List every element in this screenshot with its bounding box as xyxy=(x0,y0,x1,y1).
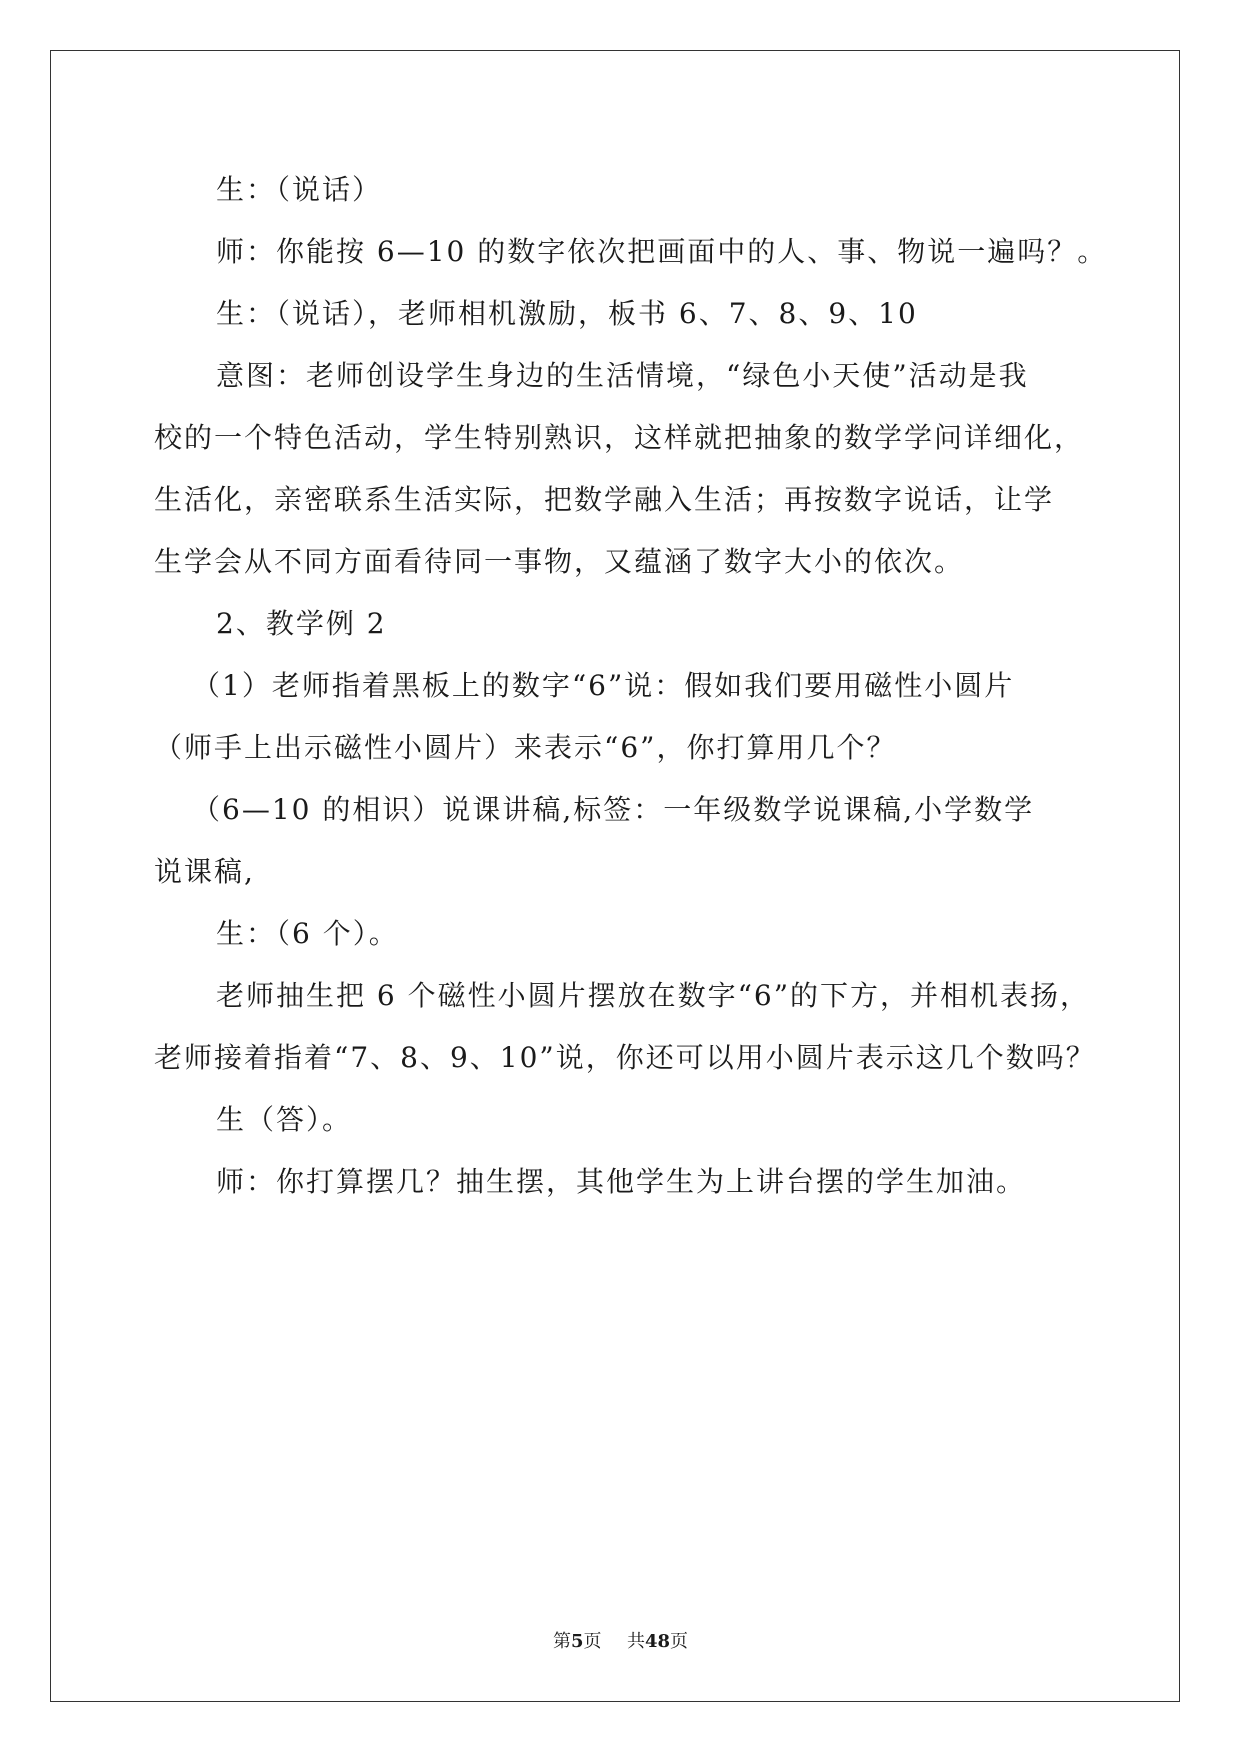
paragraph-line: 师：你能按 6—10 的数字依次把画面中的人、事、物说一遍吗？。 xyxy=(216,235,1108,268)
footer-total-pages: 48 xyxy=(644,1631,671,1652)
paragraph-line: 老师抽生把 6 个磁性小圆片摆放在数字“6”的下方，并相机表扬， xyxy=(216,979,1091,1012)
page-footer xyxy=(0,1630,1241,1654)
paragraph-line: 生：（说话），老师相机激励，板书 6、7、8、9、10 xyxy=(216,297,918,330)
paragraph-line: 老师接着指着“7、8、9、10”说，你还可以用小圆片表示这几个数吗？ xyxy=(154,1041,1096,1074)
footer-current-page: 5 xyxy=(570,1631,584,1652)
paragraph-line: 说课稿, xyxy=(154,855,255,888)
footer-page-suffix: 页 xyxy=(583,1631,602,1652)
paragraph-line: 意图：老师创设学生身边的生活情境，“绿色小天使”活动是我 xyxy=(216,359,1029,392)
paragraph-line: （师手上出示磁性小圆片）来表示“6”，你打算用几个？ xyxy=(154,731,897,764)
paragraph-line: 生：（6 个）。 xyxy=(216,917,399,950)
footer-total-prefix: 共 xyxy=(626,1631,645,1652)
footer-total-suffix: 页 xyxy=(670,1631,689,1652)
section-heading: 2、教学例 2 xyxy=(216,607,387,640)
paragraph-line: 生（答）。 xyxy=(216,1103,353,1136)
paragraph-line: 师：你打算摆几？抽生摆，其他学生为上讲台摆的学生加油。 xyxy=(216,1165,1027,1198)
paragraph-line: （6—10 的相识）说课讲稿,标签：一年级数学说课稿,小学数学 xyxy=(192,793,1035,826)
paragraph-line: 生：（说话） xyxy=(216,173,383,206)
footer-page-prefix: 第 xyxy=(552,1631,571,1652)
paragraph-line: 生学会从不同方面看待同一事物，又蕴涵了数字大小的依次。 xyxy=(154,545,965,578)
paragraph-line: （1）老师指着黑板上的数字“6”说：假如我们要用磁性小圆片 xyxy=(192,669,1015,702)
paragraph-line: 校的一个特色活动，学生特别熟识，这样就把抽象的数学学问详细化， xyxy=(154,421,1085,454)
paragraph-line: 生活化，亲密联系生活实际，把数学融入生活；再按数字说话，让学 xyxy=(154,483,1055,516)
